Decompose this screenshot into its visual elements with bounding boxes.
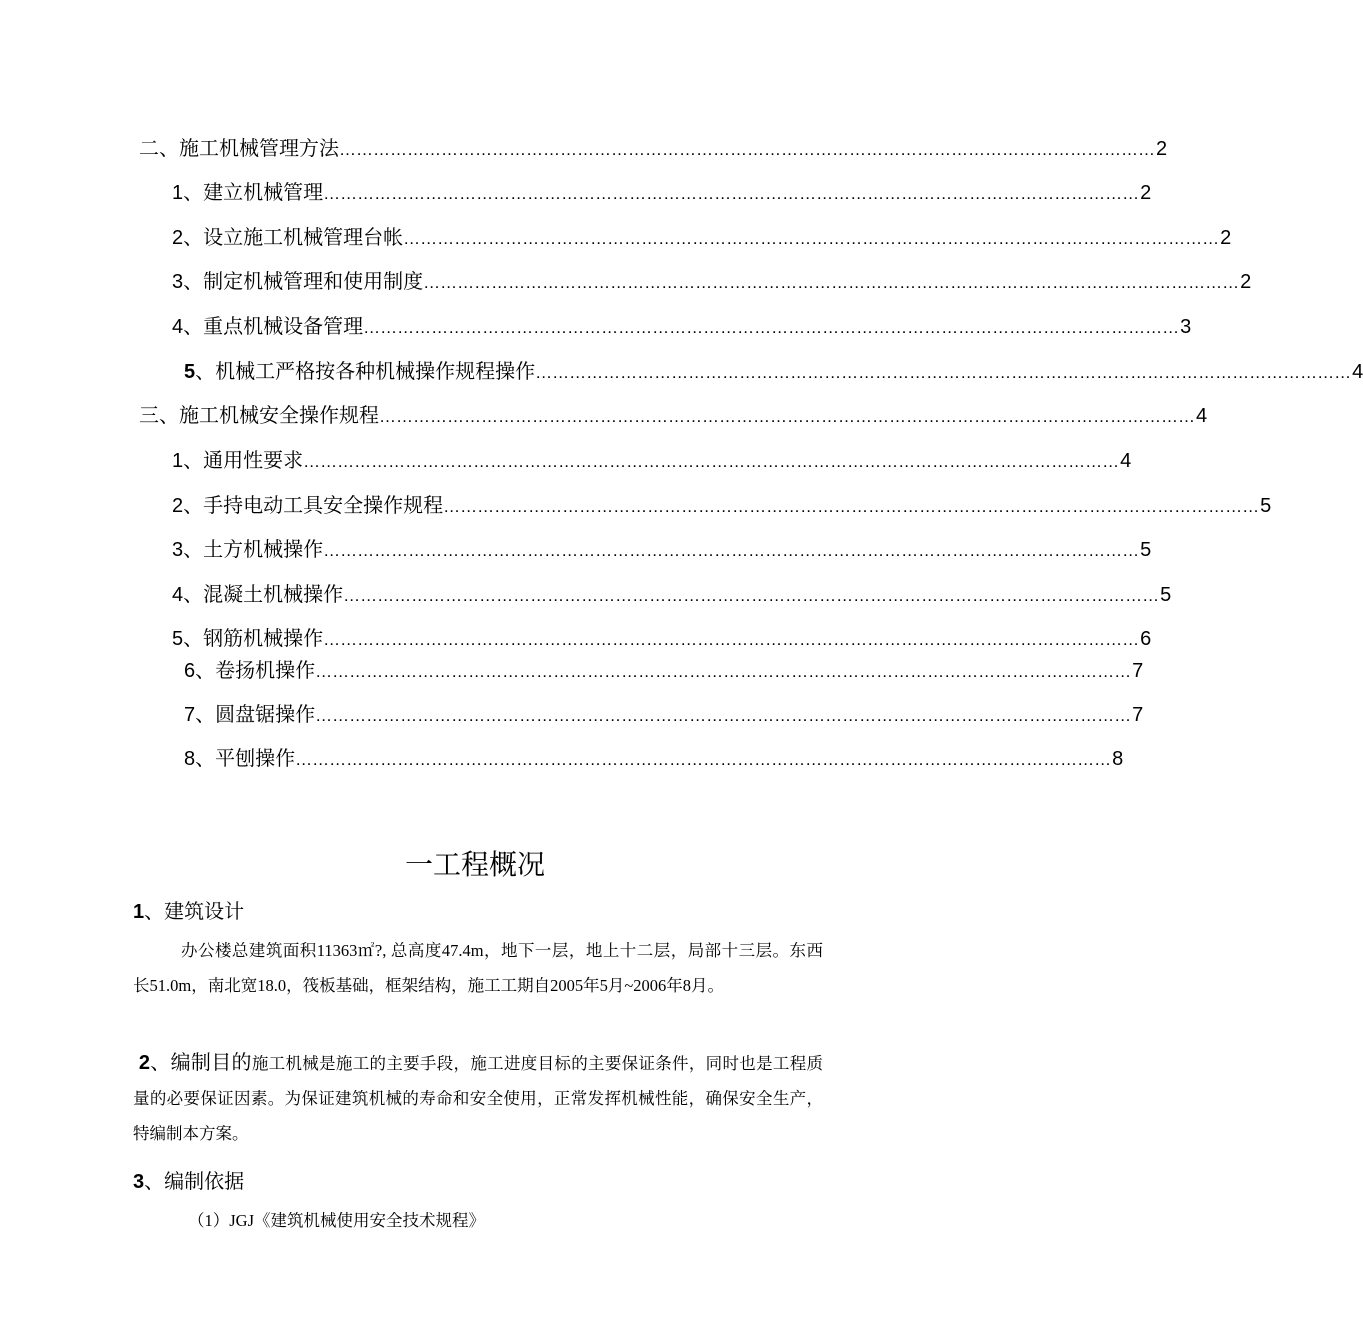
paragraph-text: 办公楼总建筑面积11363㎡?, 总高度47.4m，地下一层，地上十二层，局部十三层。东西长51.0m，南北宽18.0，筏板基础，框架结构，施工工期自2005年5月~2006年8月。 [133, 941, 823, 995]
section-paragraph [133, 1046, 823, 1151]
toc-page-number: 2 [1220, 227, 1232, 249]
toc-page-number: 3 [1180, 316, 1192, 338]
toc-label-number: 5 [184, 361, 196, 383]
toc-label-text: 、机械工严格按各种机械操作规程操作 [195, 361, 536, 383]
toc-label: 6、卷扬机操作 [184, 660, 316, 682]
toc-entry[interactable] [139, 136, 1168, 163]
toc-label: 二、施工机械管理方法 [139, 138, 339, 160]
section-title: 、编制目的 [150, 1052, 252, 1074]
section-number: 3 [133, 1171, 145, 1193]
toc-leader: ……………………………………………………………………………………………………………………………… [379, 407, 1195, 426]
section-heading [133, 898, 244, 926]
toc-page-number: 8 [1112, 748, 1124, 770]
toc-page-number: 2 [1240, 271, 1252, 293]
toc-leader: ……………………………………………………………………………………………………………………………… [423, 273, 1240, 292]
toc-page-number: 5 [1160, 584, 1172, 606]
toc-page-number: 2 [1140, 182, 1152, 204]
toc-leader: ……………………………………………………………………………………………………………………………… [295, 750, 1112, 769]
toc-page-number: 5 [1260, 495, 1272, 517]
toc-page-number: 4 [1120, 450, 1132, 472]
toc-leader: ……………………………………………………………………………………………………………………………… [403, 229, 1220, 248]
section-heading [133, 1168, 244, 1196]
toc-entry[interactable] [184, 359, 1363, 386]
main-heading: 一工程概况 [404, 849, 545, 880]
reference-item: （1）JGJ《建筑机械使用安全技术规程》 [188, 1211, 486, 1230]
toc-entry[interactable] [172, 537, 1152, 564]
toc-entry[interactable] [184, 702, 1144, 729]
toc-entry[interactable] [172, 225, 1232, 252]
toc-label: 2、设立施工机械管理台帐 [172, 227, 404, 249]
toc-label: 8、平刨操作 [184, 748, 296, 770]
toc-label: 3、土方机械操作 [172, 539, 324, 561]
toc-leader: ……………………………………………………………………………………………………………………………… [443, 497, 1260, 516]
section-number: 2 [138, 1052, 150, 1074]
section-heading [133, 1052, 252, 1074]
toc-label: 5、钢筋机械操作 [172, 628, 324, 650]
toc-label: 三、施工机械安全操作规程 [139, 405, 379, 427]
toc-label: 1、建立机械管理 [172, 182, 324, 204]
toc-page-number: 6 [1140, 628, 1152, 650]
toc-entry[interactable] [172, 493, 1272, 520]
toc-leader: ……………………………………………………………………………………………………………………………… [363, 318, 1180, 337]
toc-entry[interactable] [184, 746, 1124, 773]
paragraph-text: 施工机械是施工的主要手段，施工进度目标的主要保证条件，同时也是工程质量的必要保证因素。为保证建筑机械的寿命和安全使用，正常发挥机械性能，确保安全生产，特编制本方案。 [133, 1054, 824, 1143]
toc-page-number: 7 [1132, 704, 1144, 726]
toc-label: 4、重点机械设备管理 [172, 316, 364, 338]
toc-leader: ……………………………………………………………………………………………………………………………… [535, 363, 1352, 382]
toc-entry[interactable] [172, 626, 1152, 653]
toc-label: 3、制定机械管理和使用制度 [172, 271, 424, 293]
section-title: 、编制依据 [144, 1171, 245, 1193]
toc-entry[interactable] [184, 658, 1144, 685]
toc-leader: ……………………………………………………………………………………………………………………………… [323, 184, 1140, 203]
toc-page-number: 7 [1132, 660, 1144, 682]
toc-leader: ……………………………………………………………………………………………………………………………… [315, 706, 1132, 725]
toc-label: 1、通用性要求 [172, 450, 304, 472]
toc-label [184, 359, 535, 385]
toc-leader: ……………………………………………………………………………………………………………………………… [315, 662, 1132, 681]
toc-label: 7、圆盘锯操作 [184, 704, 316, 726]
section-number: 1 [133, 901, 145, 923]
toc-leader: ……………………………………………………………………………………………………………………………… [323, 541, 1140, 560]
toc-page-number: 5 [1140, 539, 1152, 561]
section-title: 、建筑设计 [144, 901, 245, 923]
toc-page-number: 4 [1196, 405, 1208, 427]
toc-page-number: 4 [1352, 361, 1363, 383]
toc-entry[interactable] [172, 180, 1152, 207]
toc-entry[interactable] [139, 403, 1208, 430]
toc-page-number: 2 [1156, 138, 1168, 160]
toc-label: 2、手持电动工具安全操作规程 [172, 495, 444, 517]
section-paragraph [133, 933, 823, 1003]
toc-leader: ……………………………………………………………………………………………………………………………… [303, 452, 1120, 471]
toc-entry[interactable] [172, 582, 1172, 609]
toc-entry[interactable] [172, 269, 1252, 296]
toc-leader: ……………………………………………………………………………………………………………………………… [323, 630, 1140, 649]
toc-leader: ……………………………………………………………………………………………………………………………… [343, 586, 1160, 605]
toc-entry[interactable] [172, 448, 1132, 475]
toc-leader: ……………………………………………………………………………………………………………………………… [339, 140, 1155, 159]
toc-label: 4、混凝土机械操作 [172, 584, 344, 606]
toc-entry[interactable] [172, 314, 1192, 341]
